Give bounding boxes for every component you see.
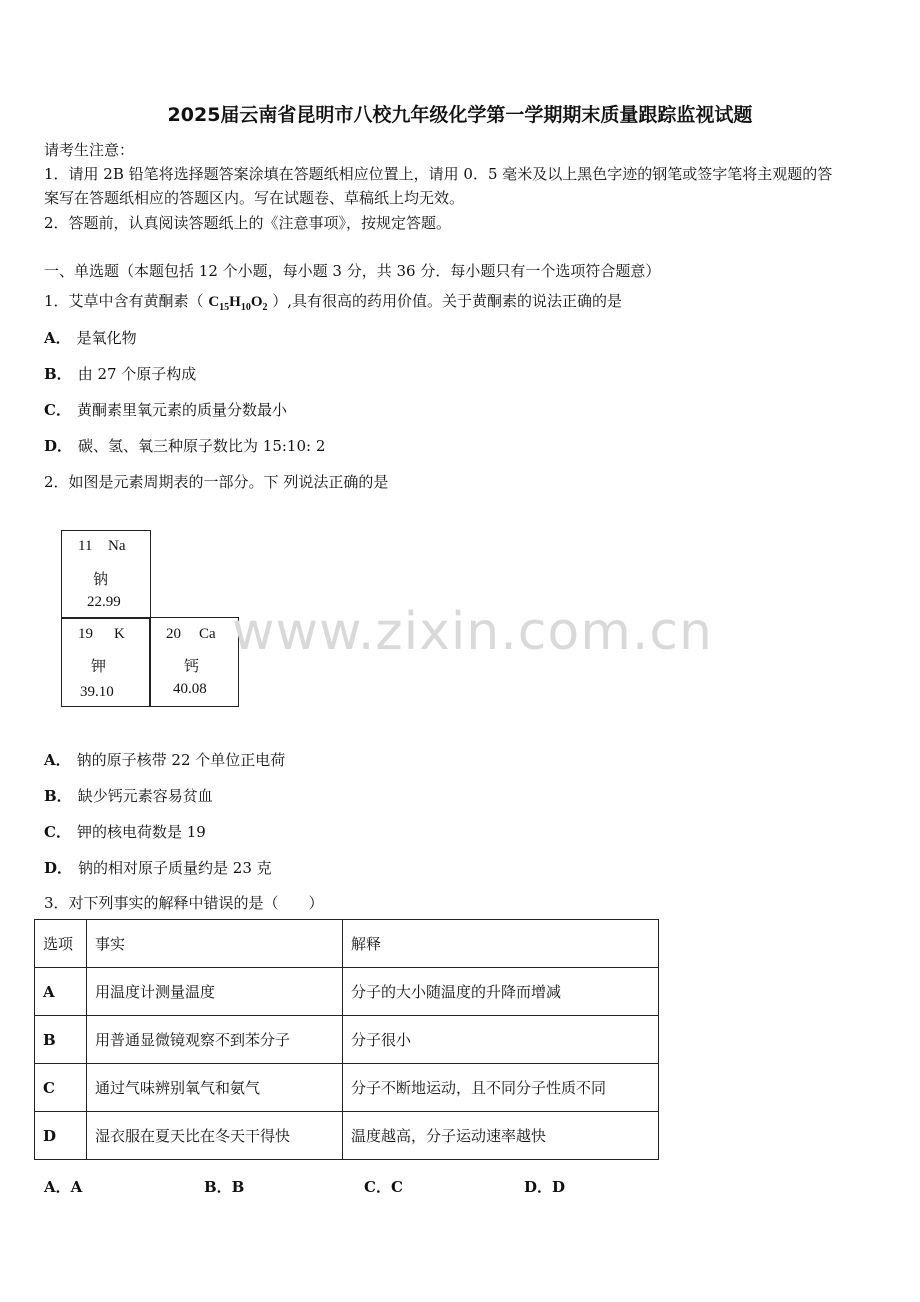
question-3-option-a[interactable]: A．A — [44, 1178, 83, 1196]
notice-item-1-line-2: 案写在答题纸相应的答题区内。写在试题卷、草稿纸上均无效。 — [44, 189, 465, 207]
table-header-cell: 解释 — [343, 920, 659, 968]
question-2-option-b[interactable]: B． 缺少钙元素容易贫血 — [44, 787, 213, 805]
table-cell-option: C — [35, 1064, 87, 1112]
question-2-option-d[interactable]: D． 钠的相对原子质量约是 23 克 — [44, 859, 272, 877]
question-3-stem: 3．对下列事实的解释中错误的是（ ） — [44, 894, 324, 912]
atomic-mass: 40.08 — [173, 681, 207, 697]
table-header-cell: 选项 — [35, 920, 87, 968]
element-name: 钙 — [184, 659, 200, 675]
table-cell-explanation: 分子的大小随温度的升降而增减 — [343, 968, 659, 1016]
question-1-stem — [44, 290, 622, 313]
element-symbol: K — [114, 626, 125, 642]
notice-item-2: 2．答题前，认真阅读答题纸上的《注意事项》，按规定答题。 — [44, 214, 452, 232]
table-cell-option: A — [35, 968, 87, 1016]
table-cell-explanation: 分子不断地运动，且不同分子性质不同 — [343, 1064, 659, 1112]
atomic-mass: 39.10 — [80, 684, 114, 700]
table-cell-option: D — [35, 1112, 87, 1160]
table-cell-fact: 通过气味辨别氧气和氨气 — [87, 1064, 343, 1112]
watermark: www.zixin.com.cn — [232, 602, 713, 662]
atomic-number: 20 — [166, 626, 181, 642]
chemical-formula: $C_{15}H_{10}O_2$ — [208, 294, 268, 313]
table-row — [35, 1112, 659, 1160]
question-1-option-c[interactable]: C． 黄酮素里氧元素的质量分数最小 — [44, 401, 287, 419]
question-1-option-d[interactable]: D． 碳、氢、氧三种原子数比为 15:10: 2 — [44, 437, 326, 455]
atomic-mass: 22.99 — [87, 594, 121, 610]
table-cell-explanation: 分子很小 — [343, 1016, 659, 1064]
atomic-number: 11 — [78, 538, 93, 554]
element-cell-calcium — [149, 617, 239, 707]
table-cell-fact: 湿衣服在夏天比在冬天干得快 — [87, 1112, 343, 1160]
question-1-option-b[interactable]: B． 由 27 个原子构成 — [44, 365, 197, 383]
element-symbol: Ca — [199, 626, 216, 642]
table-cell-explanation: 温度越高，分子运动速率越快 — [343, 1112, 659, 1160]
element-name: 钠 — [93, 572, 109, 588]
notice-heading: 请考生注意： — [44, 141, 135, 159]
question-1-suffix: ）,具有很高的药用价值。关于黄酮素的说法正确的是 — [267, 292, 623, 310]
element-name: 钾 — [91, 659, 107, 675]
question-3-option-c[interactable]: C．C — [364, 1178, 403, 1196]
table-header-row — [35, 920, 659, 968]
element-cell-sodium — [61, 530, 151, 619]
question-1-prefix: 1．艾草中含有黄酮素（ — [44, 292, 209, 310]
question-2-stem: 2．如图是元素周期表的一部分。下 列说法正确的是 — [44, 473, 389, 491]
table-cell-fact: 用温度计测量温度 — [87, 968, 343, 1016]
table-cell-option: B — [35, 1016, 87, 1064]
table-row — [35, 1016, 659, 1064]
table-header-cell: 事实 — [87, 920, 343, 968]
question-2-option-c[interactable]: C． 钾的核电荷数是 19 — [44, 823, 206, 841]
notice-item-1-line-1: 1．请用 2B 铅笔将选择题答案涂填在答题纸相应位置上，请用 0．5 毫米及以上黑色字迹的钢笔或签字笔将主观题的答 — [44, 165, 833, 183]
page-title: 2025届云南省昆明市八校九年级化学第一学期期末质量跟踪监视试题 — [167, 104, 753, 126]
question-3-option-b[interactable]: B．B — [204, 1178, 245, 1196]
facts-table — [34, 919, 659, 1160]
table-row — [35, 968, 659, 1016]
section-heading: 一、单选题（本题包括 12 个小题，每小题 3 分，共 36 分．每小题只有一个选项符合题意） — [44, 262, 661, 280]
table-cell-fact: 用普通显微镜观察不到苯分子 — [87, 1016, 343, 1064]
question-3-option-d[interactable]: D．D — [524, 1178, 566, 1196]
element-cell-potassium — [61, 617, 151, 707]
question-2-option-a[interactable]: A． 钠的原子核带 22 个单位正电荷 — [44, 751, 286, 769]
element-symbol: Na — [108, 538, 126, 554]
table-row — [35, 1064, 659, 1112]
question-1-option-a[interactable]: A． 是氧化物 — [44, 329, 137, 347]
atomic-number: 19 — [78, 626, 93, 642]
